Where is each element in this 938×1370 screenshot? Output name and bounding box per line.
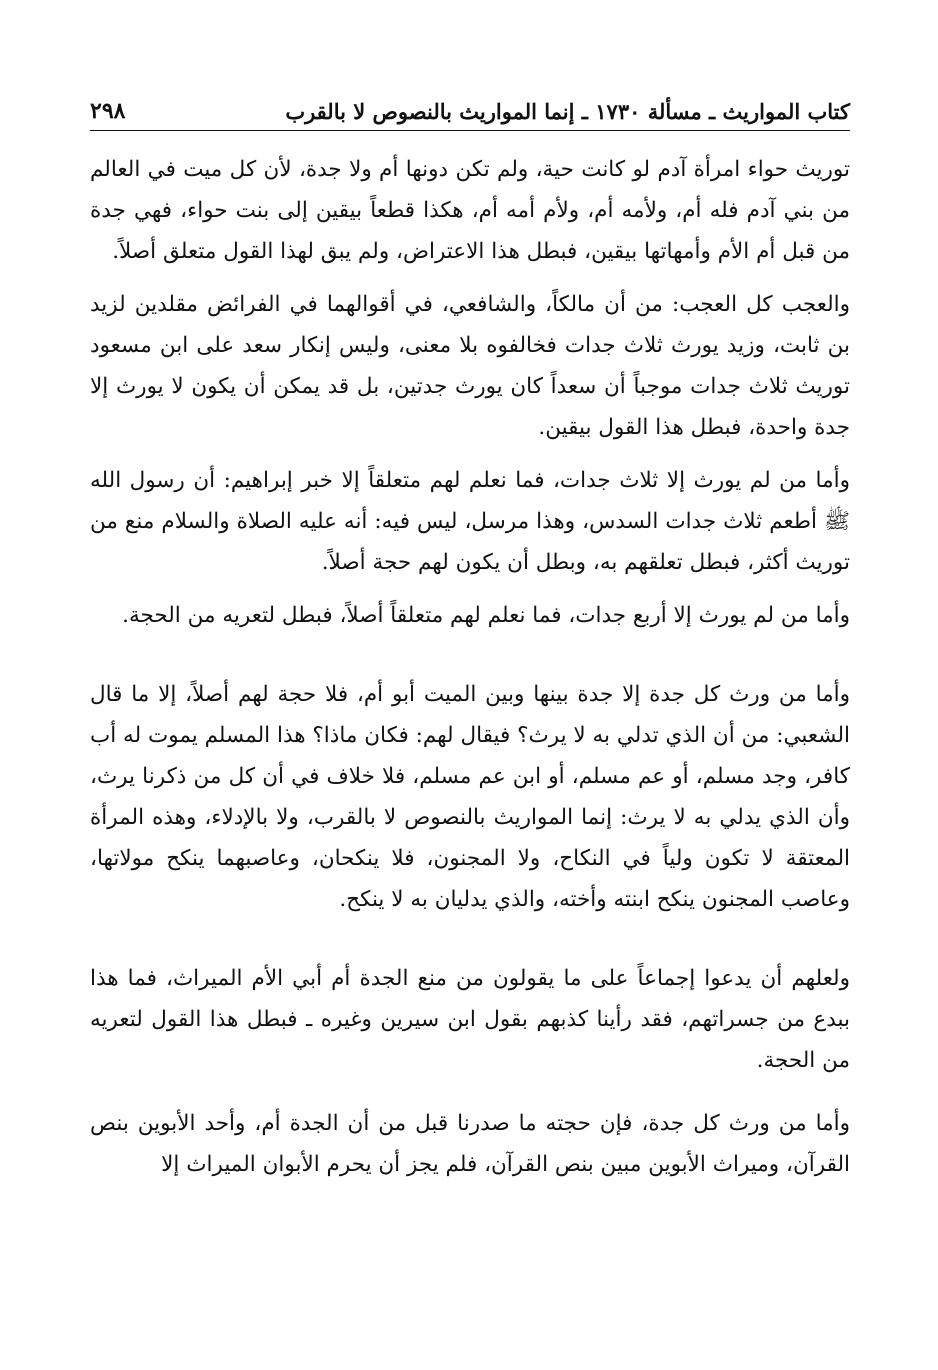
paragraph-1: توريث حواء امرأة آدم لو كانت حية، ولم تكن دونها أم ولا جدة، لأن كل ميت في العالم من بني آدم فله أم، ولأمه أم، ولأم أمه أم، هكذا قطعاً بيقين إلى بنت حواء، فهي جدة من قبل أم الأم وأمهاتها بيقين، فبطل هذا الاعتراض، ولم يبق لهذا القول متعلق أصلاً.	[90, 157, 850, 264]
page-number: ٢٩٨	[90, 98, 126, 124]
paragraph-2: والعجب كل العجب: من أن مالكاً، والشافعي، في أقوالهما في الفرائض مقلدين لزيد بن ثابت، وزيد يورث ثلاث جدات فخالفوه بلا معنى، وليس إنكار سعد على ابن مسعود توريث ثلاث جدات موجباً أن سعداً كان يورث جدتين، بل قد يمكن أن يكون لا يورث إلا جدة واحدة، فبطل هذا القول بيقين.	[90, 292, 850, 440]
paragraph-6: ولعلهم أن يدعوا إجماعاً على ما يقولون من منع الجدة أم أبي الأم الميراث، فما هذا ببدع من جسراتهم، فقد رأينا كذبهم بقول ابن سيرين وغيره ـ فبطل هذا القول لتعريه من الحجة.	[90, 966, 850, 1073]
paragraph-4: وأما من لم يورث إلا أربع جدات، فما نعلم لهم متعلقاً أصلاً، فبطل لتعريه من الحجة.	[122, 603, 850, 628]
running-header	[90, 80, 850, 131]
page-body	[90, 149, 850, 1185]
paragraph-5: وأما من ورث كل جدة إلا جدة بينها وبين الميت أبو أم، فلا حجة لهم أصلاً، إلا ما قال الشعبي: من أن الذي تدلي به لا يرث؟ فيقال لهم: فكان ماذا؟ هذا المسلم يموت له أب كافر، وجد مسلم، أو عم مسلم، أو ابن عم مسلم، فلا خلاف في أن كل من ذكرنا يرث، وأن الذي يدلي به لا يرث: إنما المواريث بالنصوص لا بالقرب، ولا بالإدلاء، وهذه المرأة المعتقة لا تكون ولياً في النكاح، ولا المجنون، فلا ينكحان، وعاصبهما ينكح مولاتها، وعاصب المجنون ينكح ابنته وأخته، والذي يدليان به لا ينكح.	[90, 682, 850, 912]
book-page	[90, 80, 850, 1350]
header-title: كتاب المواريث ـ مسألة ١٧٣٠ ـ إنما المواريث بالنصوص لا بالقرب	[285, 99, 850, 124]
paragraph-7: وأما من ورث كل جدة، فإن حجته ما صدرنا قبل من أن الجدة أم، وأحد الأبوين بنص القرآن، وميراث الأبوين مبين بنص القرآن، فلم يجز أن يحرم الأبوان الميراث إلا	[90, 1111, 850, 1177]
paragraph-3: وأما من لم يورث إلا ثلاث جدات، فما نعلم لهم متعلقاً إلا خبر إبراهيم: أن رسول الله ﷺ أطعم ثلاث جدات السدس، وهذا مرسل، ليس فيه: أنه عليه الصلاة والسلام منع من توريث أكثر، فبطل تعلقهم به، وبطل أن يكون لهم حجة أصلاً.	[90, 468, 850, 575]
